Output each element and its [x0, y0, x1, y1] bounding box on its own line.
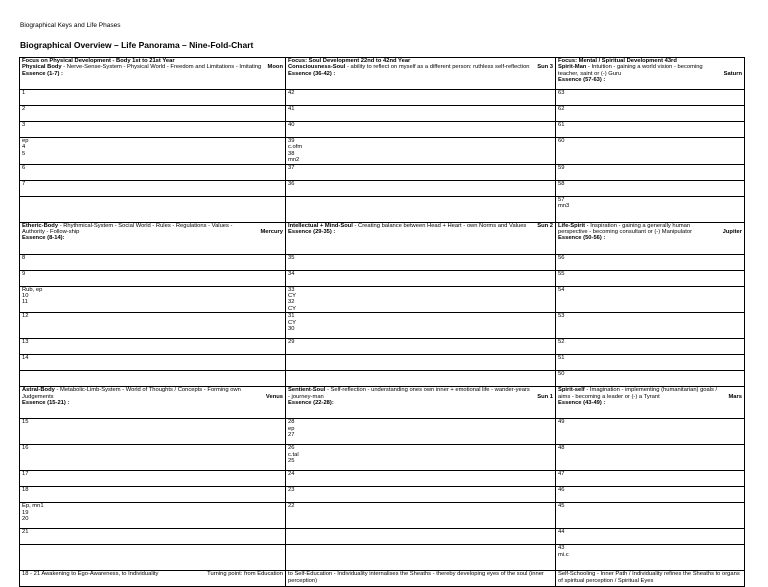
sheath-description: Intellectual + Mind-Soul - Creating balance between Head + Heart - own Norms and Values [288, 222, 527, 229]
planet-label: Saturn [723, 70, 742, 77]
year-cell [286, 196, 556, 222]
year-row [20, 313, 745, 339]
year-cell: Rub, ep 10 11 [20, 286, 286, 313]
year-row [20, 371, 745, 387]
year-cell: 6 [20, 164, 286, 180]
planet-label: Sun 3 [537, 64, 553, 71]
year-cell: 55 [556, 270, 745, 286]
essence-label: Essence (22-28): [288, 400, 334, 407]
essence-label: Essence (29-35) : [288, 229, 336, 236]
year-cell: 26 c.tal 25 [286, 445, 556, 471]
year-cell: 58 [556, 180, 745, 196]
block-header-cell [286, 387, 556, 419]
summary-cell: Self-Schooling - Inner Path / Individuality refines the Sheaths to organs of spiritual perception / Spiritual Eyes [556, 571, 745, 587]
block-header-row [20, 222, 745, 254]
year-cell: 47 [556, 471, 745, 487]
year-cell: 49 [556, 419, 745, 445]
year-row [20, 487, 745, 503]
block-header-cell [20, 58, 286, 90]
year-cell: 57 mn3 [556, 196, 745, 222]
year-cell: 35 [286, 254, 556, 270]
year-cell: 14 [20, 355, 286, 371]
year-cell: 52 [556, 339, 745, 355]
year-row [20, 503, 745, 529]
year-row [20, 355, 745, 371]
year-cell: 7 [20, 180, 286, 196]
sheath-description: Life-Spirit - Inspiration - gaining a generally human perspective - becoming consultant or (-) Manipulator [558, 222, 693, 236]
year-cell: 51 [556, 355, 745, 371]
planet-label: Venus [265, 393, 283, 400]
sheath-description: Spirit-self - Imagination - implementing (humanitarian) goals / aims - becoming a leader or (-) a Tyrant [558, 387, 718, 400]
document-title: Biographical Overview – Life Panorama – Nine-Fold-Chart [20, 40, 254, 50]
year-cell: 60 [556, 138, 745, 165]
year-cell: 50 [556, 371, 745, 387]
year-cell: 1 [20, 90, 286, 106]
focus-label: Focus: Soul Development 22nd to 42nd Year [288, 58, 411, 64]
year-row [20, 529, 745, 545]
year-cell: 9 [20, 270, 286, 286]
year-cell: 33 CY 32 CY [286, 286, 556, 313]
year-cell: 21 [20, 529, 286, 545]
year-cell: 40 [286, 122, 556, 138]
year-row [20, 419, 745, 445]
summary-row [20, 571, 745, 587]
sheath-description: Physical Body - Nerve-Sense-System - Physical World - Freedom and Limitations - Imitating [22, 64, 262, 71]
year-row [20, 90, 745, 106]
year-cell: 8 [20, 254, 286, 270]
year-cell [286, 355, 556, 371]
focus-label: Focus: Mental / Spiritual Development 43rd [558, 58, 677, 64]
turning-point: Turning point: from Education [207, 571, 283, 578]
year-cell: 13 [20, 339, 286, 355]
block-header-cell [286, 222, 556, 254]
year-cell: 44 [556, 529, 745, 545]
block-header-cell [556, 58, 745, 90]
year-cell: 59 [556, 164, 745, 180]
year-cell [20, 545, 286, 571]
year-cell: 36 [286, 180, 556, 196]
year-row [20, 254, 745, 270]
year-cell: 63 [556, 90, 745, 106]
block-header-row [20, 387, 745, 419]
year-cell: 61 [556, 122, 745, 138]
year-row [20, 286, 745, 313]
year-cell: 41 [286, 106, 556, 122]
essence-label: Essence (50-56) : [558, 235, 606, 242]
year-cell: 18 [20, 487, 286, 503]
year-row [20, 138, 745, 165]
sheath-description: Consciousness-Soul - ability to reflect on myself as a different person: ruthless self-reflection [288, 64, 530, 71]
planet-label: Sun 1 [537, 393, 553, 400]
essence-label: Essence (15-21) : [22, 400, 70, 407]
block-header-cell [20, 222, 286, 254]
year-cell [20, 371, 286, 387]
sheath-description: Etheric-Body - Rhythmical-System - Social World - Rules - Regulations - Values - Authority - Follow-ship [22, 222, 233, 236]
summary-cell [20, 571, 286, 587]
year-cell: 42 [286, 90, 556, 106]
planet-label: Moon [267, 64, 283, 71]
year-row [20, 471, 745, 487]
year-row [20, 196, 745, 222]
year-cell: 15 [20, 419, 286, 445]
sheath-description: Spirit-Man - Intuition - gaining a world vision - becoming teacher, saint or (-) Guru [558, 64, 703, 77]
year-cell: 22 [286, 503, 556, 529]
year-row [20, 445, 745, 471]
year-row [20, 545, 745, 571]
year-cell: 56 [556, 254, 745, 270]
block-header-cell [556, 222, 745, 254]
year-row [20, 122, 745, 138]
year-row [20, 180, 745, 196]
year-cell: 24 [286, 471, 556, 487]
year-cell: 34 [286, 270, 556, 286]
year-cell [286, 529, 556, 545]
sheath-description: Astral-Body - Metabolic-Limb-System - World of Thoughts / Concepts - Forming own Judgements [22, 387, 241, 400]
year-cell: 17 [20, 471, 286, 487]
planet-label: Sun 2 [537, 222, 553, 229]
year-cell: 45 [556, 503, 745, 529]
year-cell: 29 [286, 339, 556, 355]
sheath-description: Sentient-Soul - Self-reflection - understanding ones own inner + emotional life - wander-years - journey-man [288, 387, 530, 400]
year-cell: 62 [556, 106, 745, 122]
nine-fold-chart [19, 57, 745, 587]
year-cell: 3 [20, 122, 286, 138]
essence-label: Essence (36-42) : [288, 70, 336, 77]
year-cell: 37 [286, 164, 556, 180]
year-cell: ep 4 5 [20, 138, 286, 165]
year-cell: 12 [20, 313, 286, 339]
year-cell [20, 196, 286, 222]
planet-label: Mars [728, 393, 742, 400]
year-cell: 46 [556, 487, 745, 503]
essence-label: Essence (57-63) : [558, 77, 606, 84]
focus-label: Focus on Physical Development - Body 1st to 21st Year [22, 58, 175, 64]
year-row [20, 339, 745, 355]
year-cell: 43 mi.c [556, 545, 745, 571]
year-row [20, 164, 745, 180]
year-cell: 54 [556, 286, 745, 313]
summary-cell: to Self-Education - Individuality internalises the Sheaths - thereby developing eyes of the soul (inner perception) [286, 571, 556, 587]
essence-label: Essence (1-7) : [22, 70, 63, 77]
essence-label: Essence (43-49) : [558, 400, 606, 407]
essence-label: Essence (8-14): [22, 235, 65, 242]
year-cell: Ep, mn1 19 20 [20, 503, 286, 529]
year-cell: 23 [286, 487, 556, 503]
block-header-cell [20, 387, 286, 419]
year-cell: 16 [20, 445, 286, 471]
year-row [20, 270, 745, 286]
year-cell: 2 [20, 106, 286, 122]
block-header-row [20, 58, 745, 90]
year-cell [286, 371, 556, 387]
document-header: Biographical Keys and Life Phases [20, 22, 121, 29]
block-header-cell [286, 58, 556, 90]
planet-label: Mercury [260, 229, 283, 236]
block-header-cell [556, 387, 745, 419]
year-cell: 48 [556, 445, 745, 471]
year-row [20, 106, 745, 122]
year-cell: 28 ep 27 [286, 419, 556, 445]
planet-label: Jupiter [722, 229, 742, 236]
year-cell: 31 CY 30 [286, 313, 556, 339]
year-cell: 39 c.ofm 38 mn2 [286, 138, 556, 165]
year-cell: 53 [556, 313, 745, 339]
year-cell [286, 545, 556, 571]
summary-left: 18 - 21 Awakening to Ego-Awareness, to Individuality [22, 571, 159, 578]
